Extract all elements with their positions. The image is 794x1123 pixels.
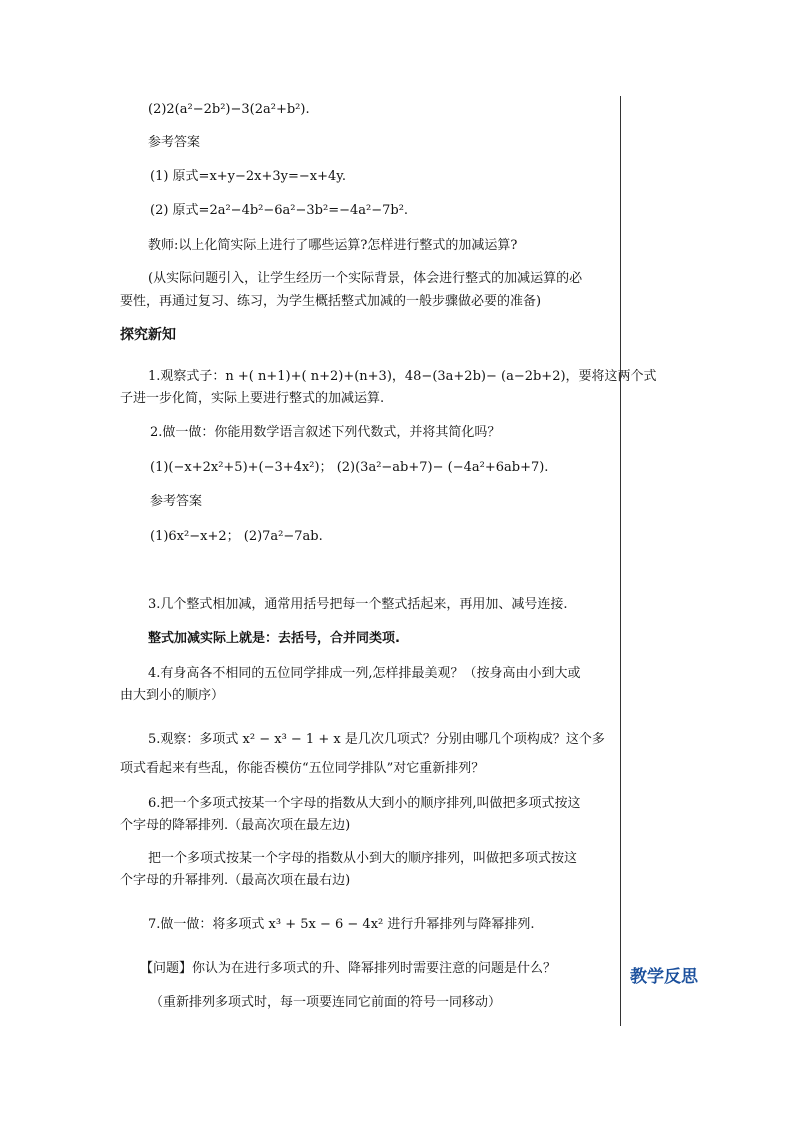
exercise-2: (2)2(a²−2b²)−3(2a²+b²).: [148, 102, 310, 117]
teaching-reflection-label: 教学反思: [630, 967, 698, 987]
item-1-line-1: 1.观察式子：n +( n+1)+( n+2)+(n+3)，48−(3a+2b)− (a−2b+2)，要将这两个式: [148, 369, 657, 384]
ascending-line-2: 个字母的升幂排列.（最高次项在最右边): [120, 873, 351, 888]
teacher-question: 教师:以上化简实际上进行了哪些运算?怎样进行整式的加减运算?: [148, 238, 518, 253]
note-line-2: 要性，再通过复习、练习，为学生概括整式加减的一般步骤做必要的准备): [120, 294, 542, 309]
column-divider: [620, 96, 621, 1026]
item-6-line-1: 6.把一个多项式按某一个字母的指数从大到小的顺序排列,叫做把多项式按这: [148, 796, 581, 811]
answer-label-2: 参考答案: [150, 494, 203, 509]
answer-label: 参考答案: [148, 135, 201, 150]
item-1-line-2: 子进一步化简，实际上要进行整式的加减运算.: [120, 391, 385, 406]
item-6-line-2: 个字母的降幂排列.（最高次项在最左边): [120, 818, 351, 833]
item-2-exercises: (1)(−x+2x²+5)+(−3+4x²)； (2)(3a²−ab+7)− (−4a²+6ab+7).: [150, 460, 549, 475]
note-line-1: (从实际问题引入，让学生经历一个实际背景，体会进行整式的加减运算的必: [148, 271, 583, 286]
question-answer: （重新排列多项式时，每一项要连同它前面的符号一同移动）: [150, 995, 502, 1010]
item-4-line-2: 由大到小的顺序）: [120, 688, 225, 703]
item-7: 7.做一做：将多项式 x³ + 5x − 6 − 4x² 进行升幂排列与降幂排列.: [148, 917, 535, 932]
item-4-line-1: 4.有身高各不相同的五位同学排成一列,怎样排最美观？（按身高由小到大或: [148, 666, 581, 681]
answers-2: (1)6x²−x+2； (2)7a²−7ab.: [150, 529, 323, 544]
answer-1: (1) 原式=x+y−2x+3y=−x+4y.: [150, 169, 347, 184]
section-heading: 探究新知: [120, 327, 176, 343]
item-2: 2.做一做：你能用数学语言叙述下列代数式，并将其简化吗？: [150, 425, 501, 440]
ascending-line-1: 把一个多项式按某一个字母的指数从小到大的顺序排列，叫做把多项式按这: [148, 851, 578, 866]
question: 【问题】你认为在进行多项式的升、降幂排列时需要注意的问题是什么？: [140, 961, 557, 976]
item-5-line-1: 5.观察：多项式 x² − x³ − 1 + x 是几次几项式？分别由哪几个项构成？这个多: [148, 732, 605, 747]
key-rule: 整式加减实际上就是：去括号，合并同类项.: [148, 631, 400, 646]
item-5-line-2: 项式看起来有些乱，你能否模仿“五位同学排队”对它重新排列？: [120, 761, 485, 776]
answer-2: (2) 原式=2a²−4b²−6a²−3b²=−4a²−7b².: [150, 203, 409, 218]
item-3: 3.几个整式相加减，通常用括号把每一个整式括起来，再用加、减号连接.: [148, 597, 568, 612]
